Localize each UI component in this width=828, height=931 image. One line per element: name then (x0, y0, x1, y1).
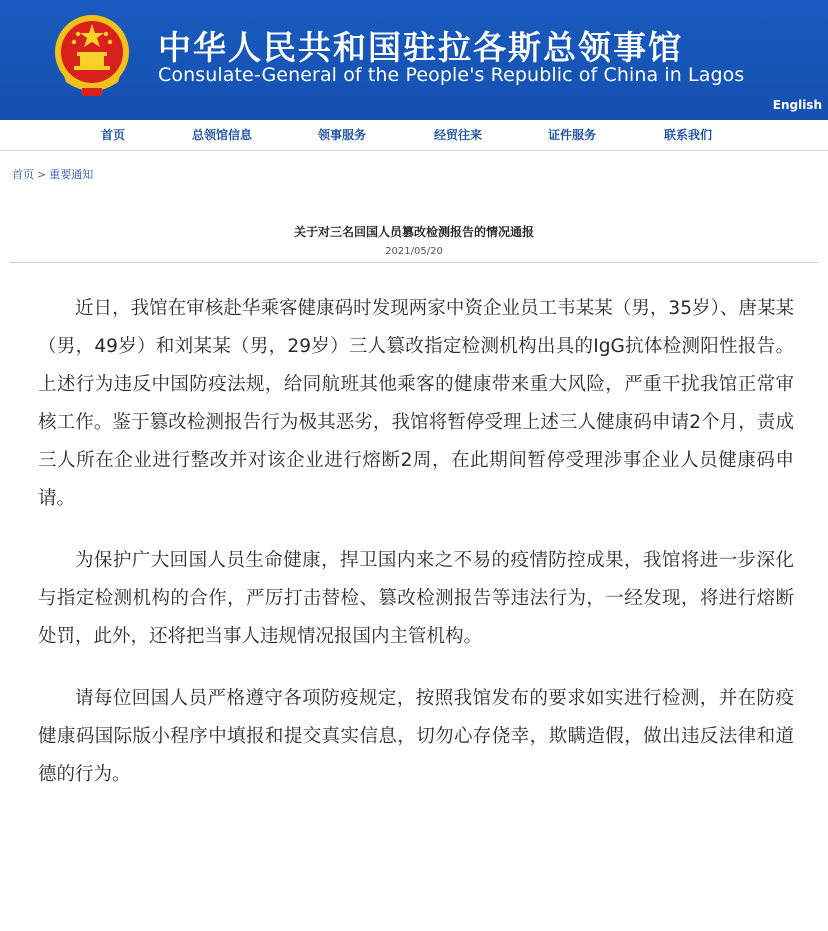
site-header (0, 0, 828, 120)
site-title-en: Consulate-General of the People's Republic of China in Lagos (158, 64, 745, 86)
english-language-link[interactable]: English (772, 98, 822, 112)
article-body (38, 290, 794, 818)
article-title: 关于对三名回国人员篡改检测报告的情况通报 (293, 225, 534, 239)
national-emblem-icon (52, 12, 132, 100)
nav-item-consulate-info[interactable]: 总领馆信息 (191, 128, 253, 142)
nav-item-economic-trade[interactable]: 经贸往来 (433, 128, 483, 142)
article-paragraph: 请每位回国人员严格遵守各项防疫规定，按照我馆发布的要求如实进行检测，并在防疫健康码国际版小程序中填报和提交真实信息，切勿心存侥幸，欺瞒造假，做出违反法律和道德的行为。 (38, 688, 794, 785)
site-title-cn: 中华人民共和国驻拉各斯总领事馆 (158, 28, 683, 67)
breadcrumb-home-link[interactable]: 首页 (12, 168, 34, 181)
main-nav (0, 120, 828, 151)
nav-item-document-services[interactable]: 证件服务 (547, 128, 597, 142)
article-date: 2021/05/20 (385, 246, 443, 257)
nav-item-contact-us[interactable]: 联系我们 (663, 128, 713, 142)
title-divider (10, 262, 818, 263)
nav-item-home[interactable]: 首页 (100, 128, 126, 142)
breadcrumb (12, 166, 93, 182)
nav-item-consular-services[interactable]: 领事服务 (317, 128, 367, 142)
article-paragraph: 近日，我馆在审核赴华乘客健康码时发现两家中资企业员工韦某某（男，35岁）、唐某某（男，49岁）和刘某某（男，29岁）三人篡改指定检测机构出具的IgG抗体检测阳性报告。上述行为违反中国防疫法规，给同航班其他乘客的健康带来重大风险，严重干扰我馆正常审核工作。鉴于篡改检测报告行为极其恶劣，我馆将暂停受理上述三人健康码申请2个月，责成三人所在企业进行整改并对该企业进行熔断2周，在此期间暂停受理涉事企业人员健康码申请。 (38, 298, 794, 509)
article-paragraph: 为保护广大回国人员生命健康，捍卫国内来之不易的疫情防控成果，我馆将进一步深化与指定检测机构的合作，严厉打击替检、篡改检测报告等违法行为，一经发现，将进行熔断处罚，此外，还将把当事人违规情况报国内主管机构。 (38, 550, 794, 647)
breadcrumb-current-link[interactable]: 重要通知 (49, 168, 94, 181)
breadcrumb-separator: > (37, 168, 47, 181)
